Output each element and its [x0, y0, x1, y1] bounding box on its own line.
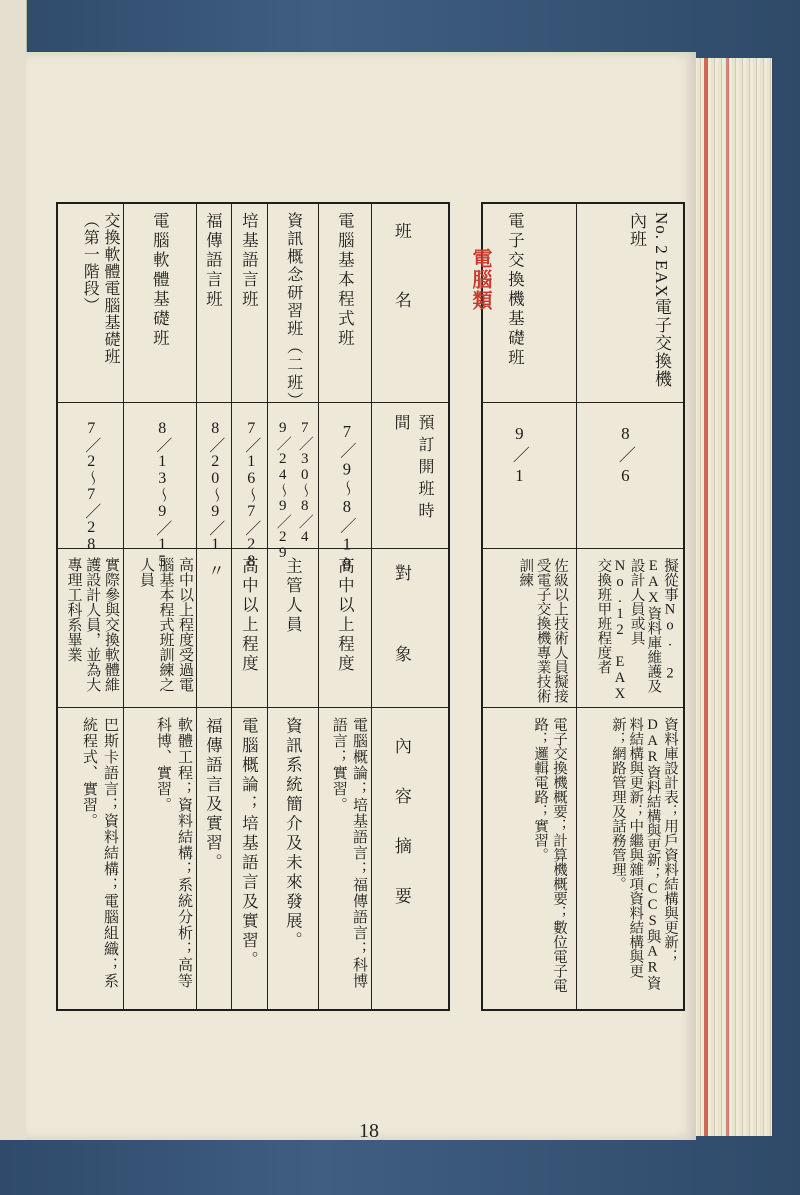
class-date: 8／20～9／1 [206, 420, 224, 553]
class-name: 電腦基本程式班 [335, 212, 355, 349]
class-target: 高中以上程度受過電腦基本程式班訓練之人員 [138, 557, 193, 692]
divider [267, 202, 268, 1009]
eax-class-date: 8／6 [615, 424, 635, 488]
category-label: 電腦類 [469, 248, 491, 311]
header-class-name: 班 名 [391, 222, 411, 314]
divider [231, 202, 232, 1009]
eax-class-content: 資料庫設計表；用戶資料結構與更新；DAR資料結構與更新；CCS與AR資料結構與更新；中繼與雜項資料結構與更新；網路管理及話務管理。 [609, 717, 678, 990]
divider [123, 202, 124, 1009]
divider [56, 707, 448, 708]
class-date: 9／24～9／29 [274, 420, 291, 561]
class-date: 7／30～8／4 [296, 420, 313, 545]
class-date: 7／9～8／18 [337, 422, 357, 575]
class-content: 電腦概論；培基語言；福傳語言；科博語言；實習。 [330, 717, 367, 989]
class-name: 培基語言班 [239, 212, 259, 310]
basic-eax-class-target: 佐級以上技術人員擬接受電子交換機專業技術訓練 [517, 558, 568, 703]
divider [371, 202, 372, 1009]
divider [481, 548, 683, 549]
basic-eax-class-date: 9／1 [509, 424, 529, 488]
divider [576, 202, 577, 1009]
class-content: 電腦概論；培基語言及實習。 [239, 717, 259, 971]
header-target: 對 象 [391, 564, 411, 672]
class-content: 巴斯卡語言；資料結構；電腦組織；系統程式、實習。 [81, 717, 118, 989]
class-target: 主管人員 [283, 557, 303, 635]
header-content: 內 容 摘 要 [391, 737, 411, 912]
page-stack-edge [690, 58, 772, 1136]
class-target: 高中以上程度 [239, 557, 259, 674]
page-number: 18 [359, 1120, 379, 1142]
class-date: 7／2～7／28 [82, 420, 100, 553]
class-name: 福傳語言班 [203, 212, 223, 310]
class-target: 高中以上程度 [335, 557, 355, 674]
basic-eax-class-content: 電子交換機概要；計算機概要；數位電子電路；邏輯電路；實習。 [532, 717, 567, 993]
divider [56, 402, 448, 403]
class-name: 電腦軟體基礎班 [150, 212, 170, 349]
divider [196, 202, 197, 1009]
divider [481, 402, 683, 403]
class-date: 8／13～9／15 [153, 420, 171, 570]
class-target: 實際參與交換軟體維護設計人員，並為大專理工科系畢業 [65, 557, 119, 692]
previous-page-edge [0, 0, 27, 1140]
class-content: 軟體工程；資料結構；系統分析；高等科博、實習。 [155, 717, 192, 989]
class-content: 福傳語言及實習。 [203, 717, 223, 873]
eax-class-name: No. 2 EAX電子交換機內班 [627, 212, 671, 388]
book-page [26, 52, 696, 1140]
class-name: 資訊概念研習班（二班） [284, 212, 302, 410]
header-schedule: 預訂開班時間 [392, 414, 433, 524]
basic-eax-class-name: 電子交換機基礎班 [505, 212, 525, 368]
class-target: 〃 [205, 562, 225, 582]
class-name: 交換軟體電腦基礎班（第一階段） [81, 212, 119, 365]
divider [318, 202, 319, 1009]
class-content: 資訊系統簡介及未來發展。 [283, 717, 303, 951]
class-date: 7／16～7／28 [242, 420, 260, 570]
eax-class-target: 擬從事No. 2 EAX資料庫維護及設計人員或具No.12 EAX交換班甲班程度者 [595, 558, 678, 702]
divider [481, 707, 683, 708]
